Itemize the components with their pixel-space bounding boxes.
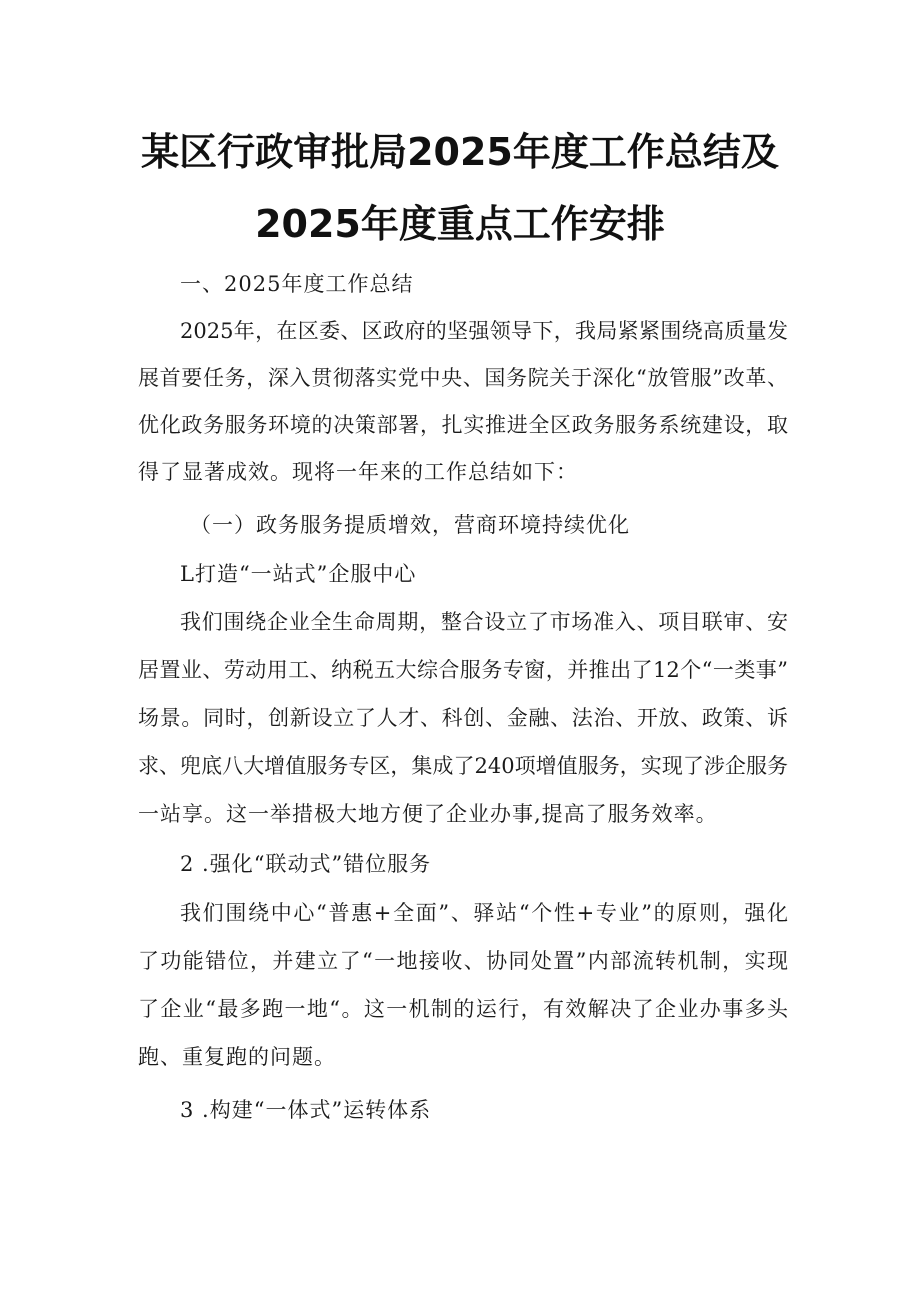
item-heading: 2 .强化“联动式”错位服务 <box>180 852 432 876</box>
paragraph-line: 求、兜底八大增值服务专区，集成了240项增值服务，实现了涉企服务 <box>138 754 788 778</box>
item-heading: 3 .构建“一体式”运转体系 <box>180 1098 432 1122</box>
paragraph-line: 场景。同时，创新设立了人才、科创、金融、法治、开放、政策、诉 <box>138 706 788 730</box>
paragraph-line: 展首要任务，深入贯彻落实党中央、国务院关于深化“放管服”改革、 <box>138 366 788 390</box>
paragraph-line: 我们围绕企业全生命周期，整合设立了市场准入、项目联审、安 <box>180 610 788 634</box>
paragraph-line: 了功能错位，并建立了“一地接收、协同处置”内部流转机制，实现 <box>138 949 788 973</box>
section-heading: 一、2025年度工作总结 <box>180 272 414 296</box>
document-title-line-2: 2025年度重点工作安排 <box>255 202 665 246</box>
paragraph-line: 我们围绕中心“普惠+全面”、驿站“个性+专业”的原则，强化 <box>180 901 788 925</box>
paragraph-line: 得了显著成效。现将一年来的工作总结如下： <box>138 460 578 484</box>
paragraph-line: 跑、重复跑的问题。 <box>138 1045 336 1069</box>
subsection-heading: （一）政务服务提质增效，营商环境持续优化 <box>190 513 630 537</box>
document-title-line-1: 某区行政审批局2025年度工作总结及 <box>141 130 779 174</box>
paragraph-line: 一站享。这一举措极大地方便了企业办事,提高了服务效率。 <box>138 802 718 826</box>
paragraph-line: 优化政务服务环境的决策部署，扎实推进全区政务服务系统建设，取 <box>138 413 788 437</box>
paragraph-line: 居置业、劳动用工、纳税五大综合服务专窗，并推出了12个“一类事” <box>138 658 788 682</box>
paragraph-line: 2025年，在区委、区政府的坚强领导下，我局紧紧围绕高质量发 <box>180 319 788 343</box>
item-heading: L打造“一站式”企服中心 <box>180 562 417 586</box>
paragraph-line: 了企业“最多跑一地“。这一机制的运行，有效解决了企业办事多头 <box>138 997 788 1021</box>
